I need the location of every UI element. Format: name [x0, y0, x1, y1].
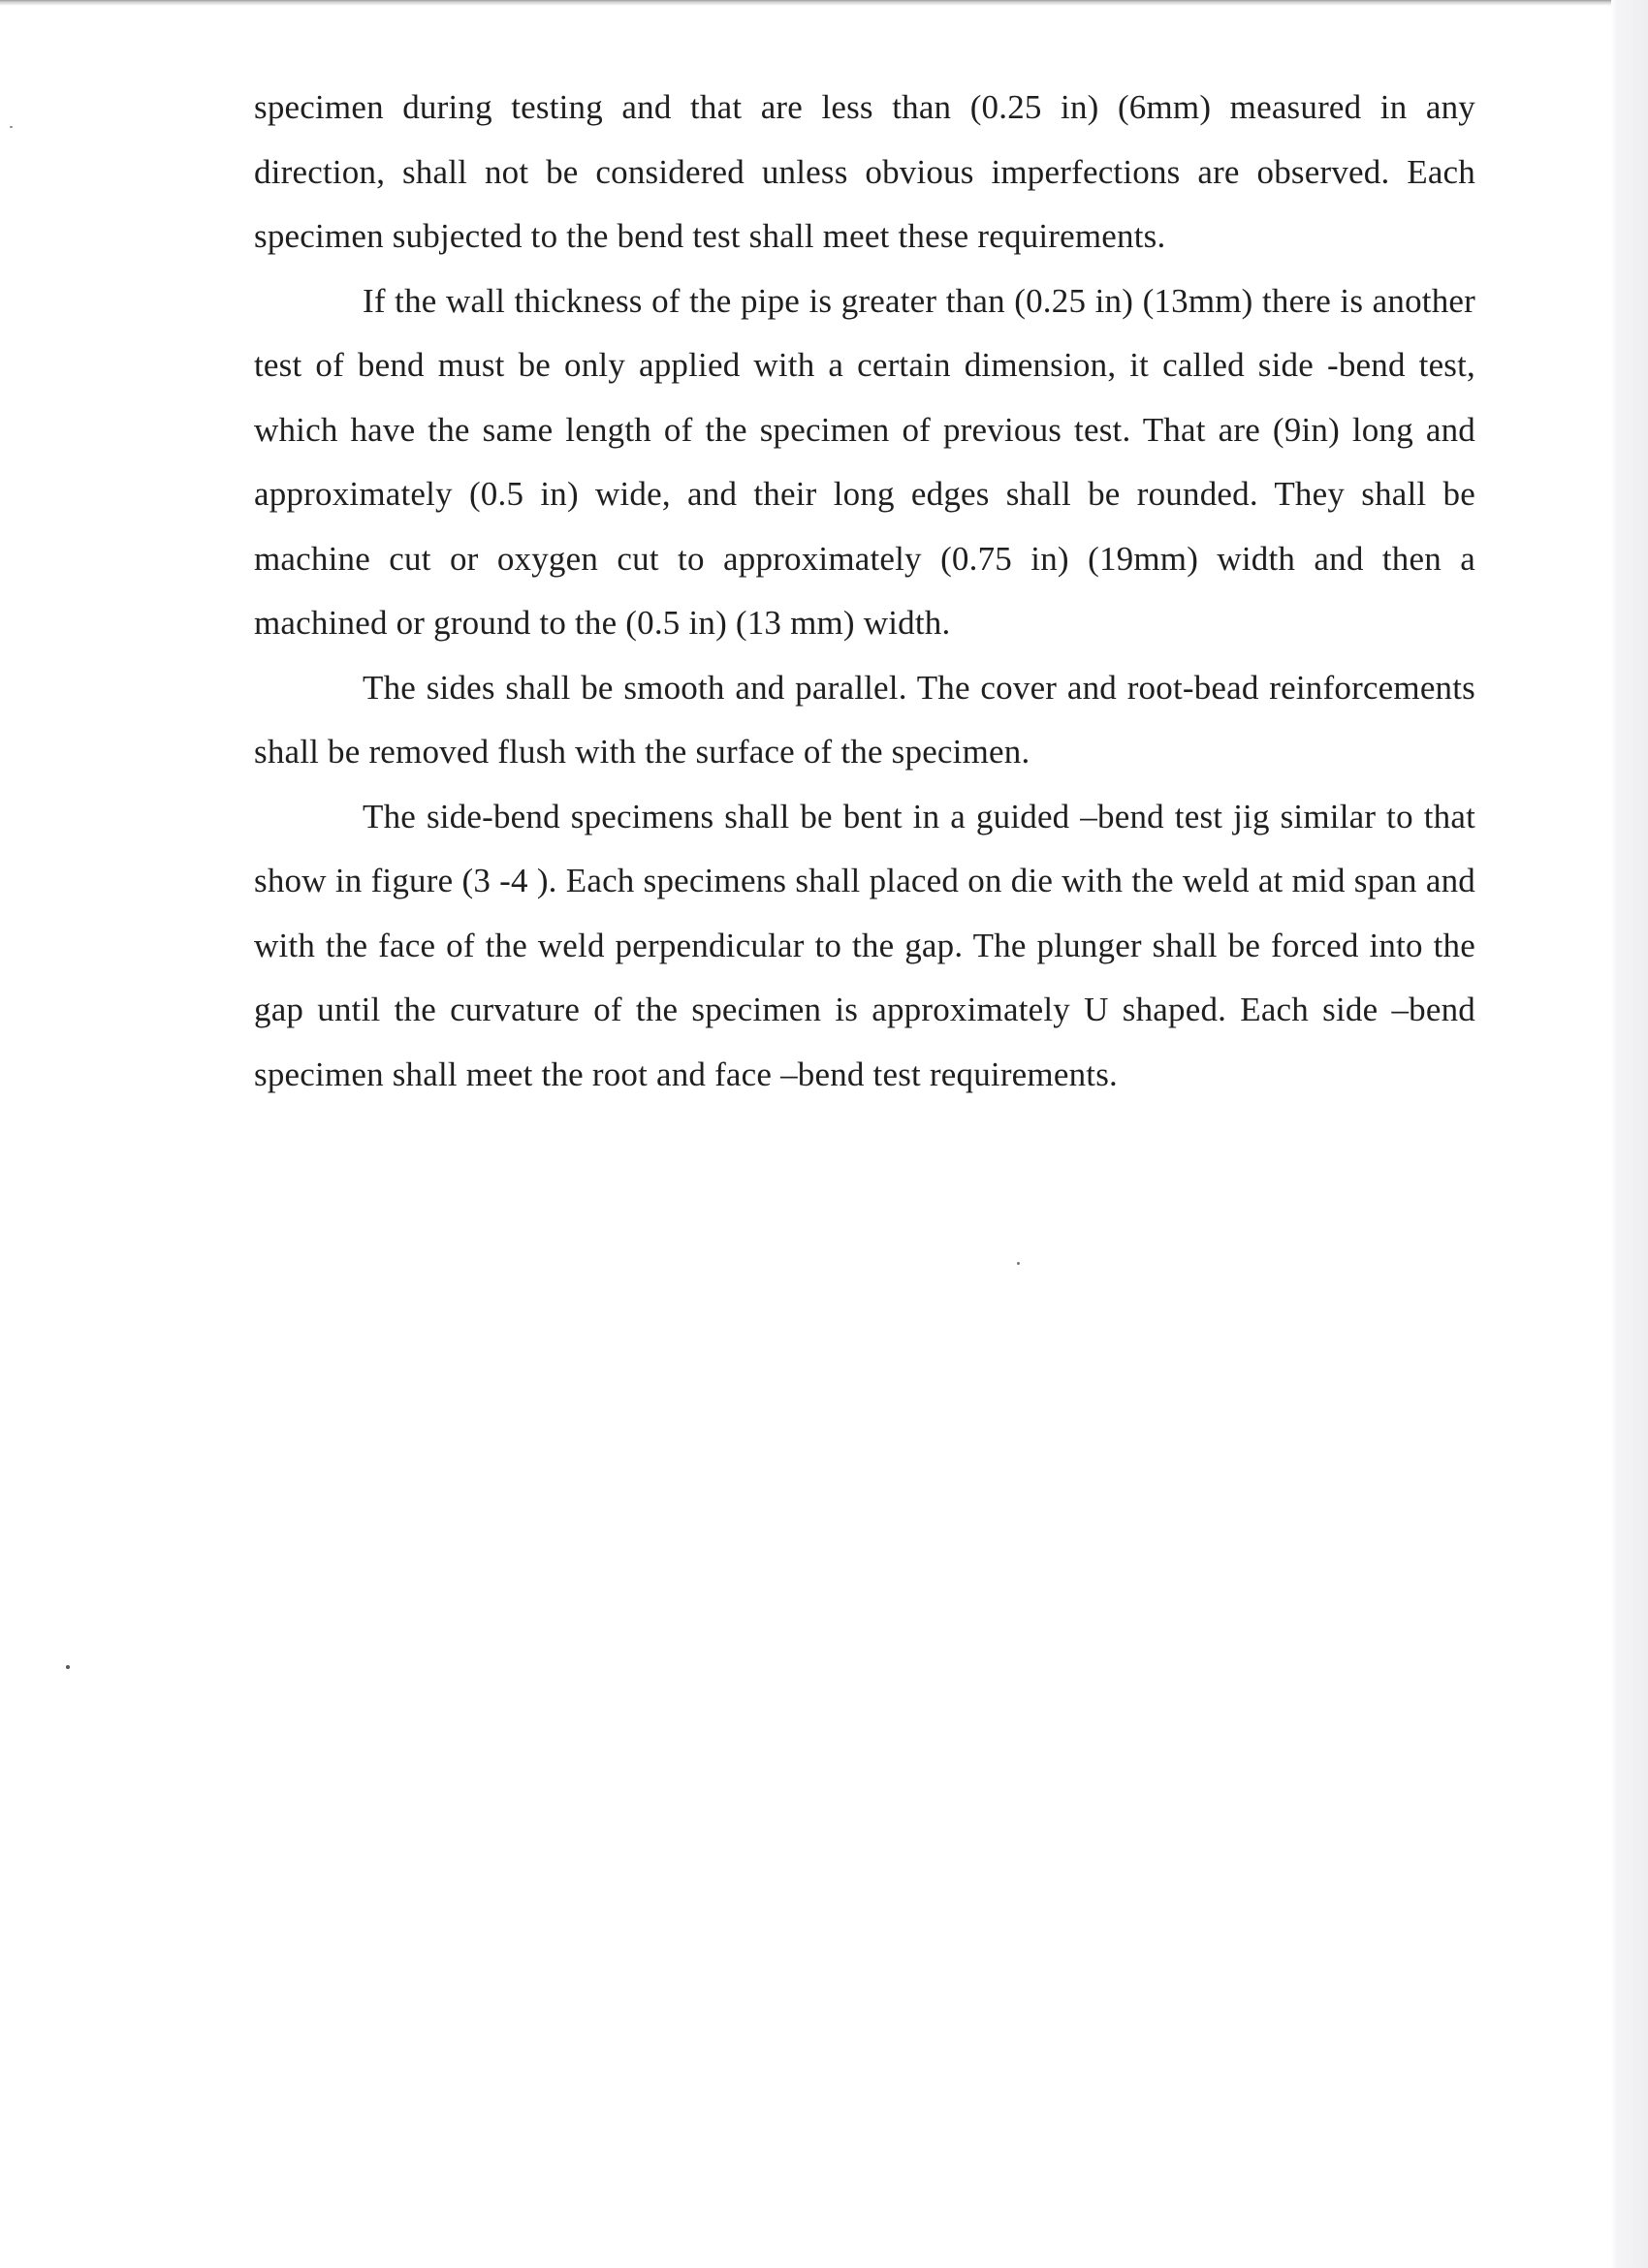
scan-right-edge — [1611, 0, 1648, 2268]
paragraph-1: specimen during testing and that are less than (0.25 in) (6mm) measured in any direction, shall not be considered unless obvious imperfections are observed. Each specimen subjected to the bend test shall meet these requirements. — [254, 88, 1475, 255]
paragraph-4: The side-bend specimens shall be bent in a guided –bend test jig similar to that show in figure (3 -4 ). Each specimens shall placed on die with the weld at mid span and with the face of the weld perpendicular to the gap. The plunger shall be forced into the gap until the curvature of the specimen is approximately U shaped. Each side –bend specimen shall meet the root and face –bend test requirements. — [254, 797, 1475, 1093]
scan-top-edge — [0, 0, 1648, 6]
scan-speck — [10, 126, 13, 128]
scan-speck — [1017, 1262, 1020, 1265]
scan-speck — [66, 1665, 70, 1669]
paragraph-2: If the wall thickness of the pipe is greater than (0.25 in) (13mm) there is another test of bend must be only applied with a certain dimension, it called side -bend test, which have the same length of the specimen of previous test. That are (9in) long and approximately (0.5 in) wide, and their long edges shall be rounded. They shall be machine cut or oxygen cut to approximately (0.75 in) (19mm) width and then a machined or ground to the (0.5 in) (13 mm) width. — [254, 281, 1475, 642]
paragraph-3: The sides shall be smooth and parallel. The cover and root-bead reinforcements shall be removed flush with the surface of the specimen. — [254, 668, 1475, 771]
body-text — [254, 76, 1475, 1107]
